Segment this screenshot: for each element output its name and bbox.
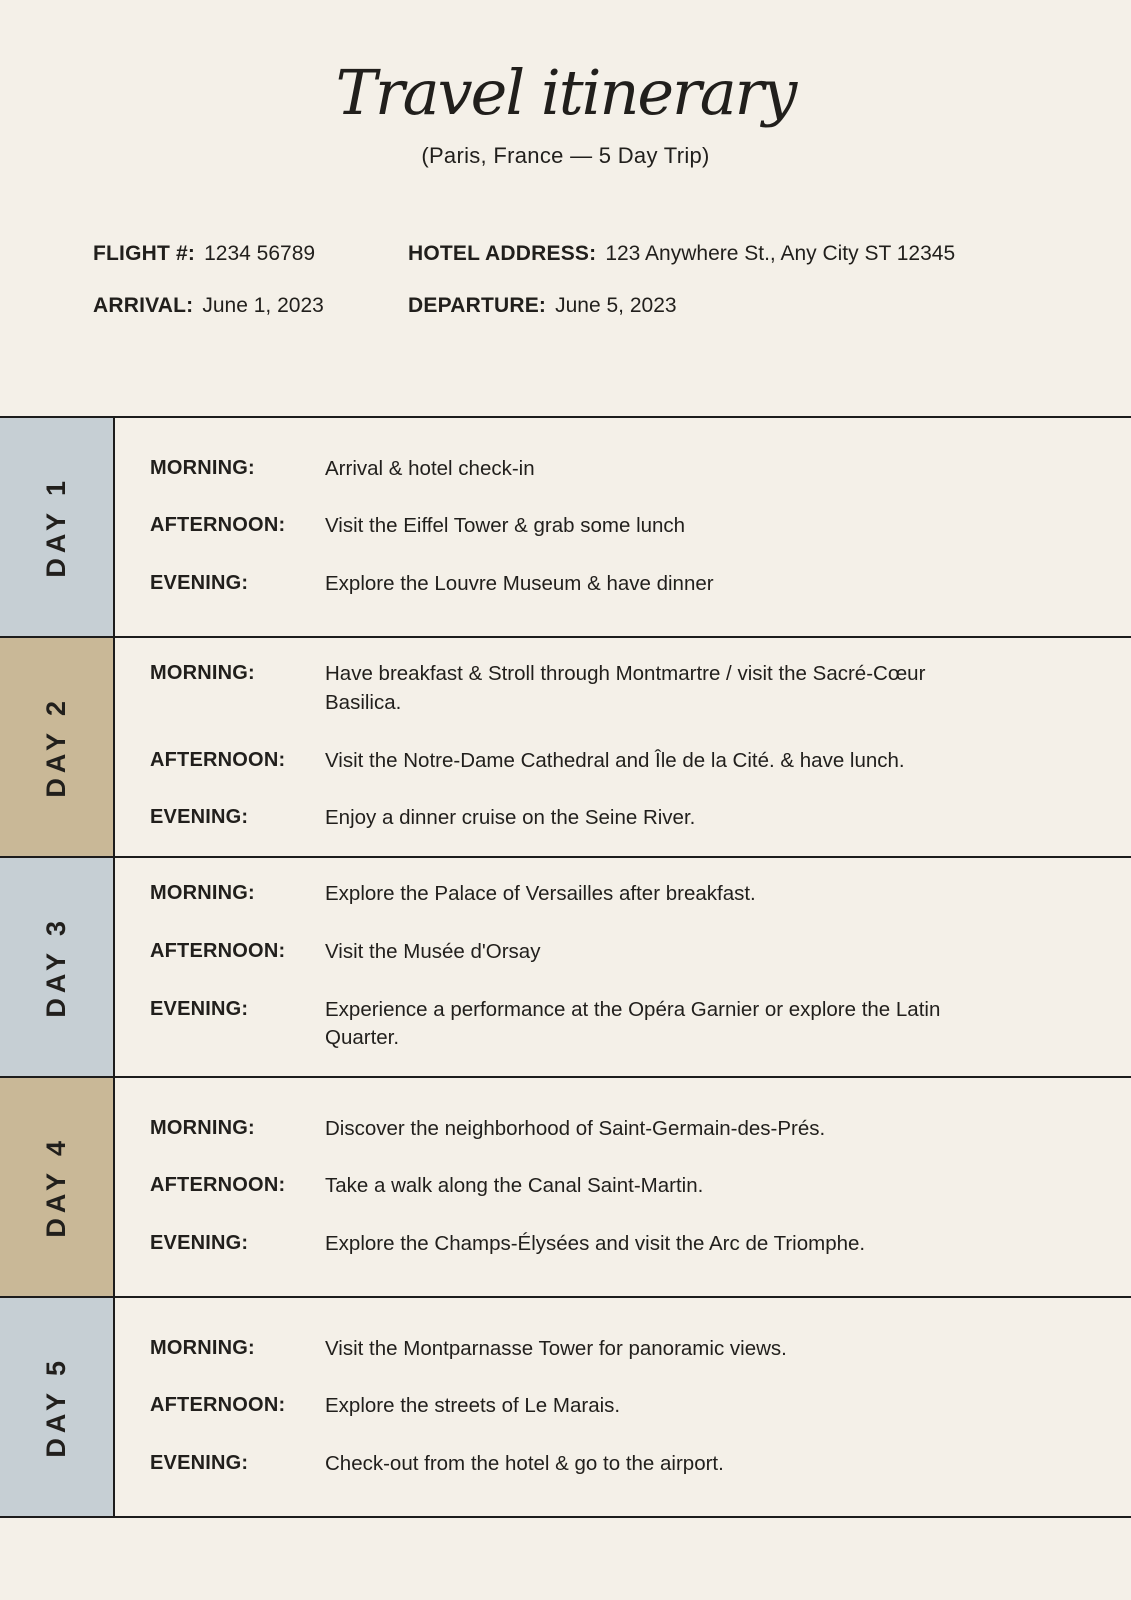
- entry-time-label: AFTERNOON:: [150, 514, 286, 537]
- itinerary-entry: [150, 747, 1086, 776]
- day-content: [115, 1078, 1131, 1296]
- day-sidebar: [0, 638, 115, 856]
- day-sidebar: [0, 1078, 115, 1296]
- itinerary-entry: [150, 938, 1086, 967]
- departure-label: DEPARTURE:: [408, 294, 547, 318]
- day-content: [115, 418, 1131, 636]
- entry-activity: Experience a performance at the Opéra Garnier or explore the Latin Quarter.: [325, 997, 941, 1050]
- entry-activity: Discover the neighborhood of Saint-Germain-des-Prés.: [325, 1116, 826, 1140]
- entry-activity: Take a walk along the Canal Saint-Martin.: [325, 1174, 704, 1198]
- day-label: DAY 1: [41, 475, 71, 578]
- entry-activity: Explore the streets of Le Marais.: [325, 1394, 621, 1418]
- entry-time-label: EVENING:: [150, 997, 249, 1020]
- day-sidebar: [0, 418, 115, 636]
- itinerary-entry: [150, 996, 1086, 1053]
- day-label: DAY 3: [41, 915, 71, 1018]
- departure-field: [408, 293, 1091, 319]
- flight-number-label: FLIGHT #:: [93, 242, 196, 266]
- entry-time-label: MORNING:: [150, 1336, 255, 1359]
- entry-activity: Arrival & hotel check-in: [325, 456, 535, 480]
- page-subtitle: (Paris, France — 5 Day Trip): [421, 143, 710, 169]
- day-row: [0, 638, 1131, 858]
- day-content: [115, 858, 1131, 1076]
- entry-time-label: AFTERNOON:: [150, 1174, 286, 1197]
- itinerary-entry: [150, 455, 1086, 484]
- day-row: [0, 858, 1131, 1078]
- itinerary-table: [0, 416, 1131, 1518]
- entry-activity: Enjoy a dinner cruise on the Seine River.: [325, 806, 696, 830]
- itinerary-entry: [150, 1172, 1086, 1201]
- day-content: [115, 1298, 1131, 1516]
- trip-info-section: [93, 241, 1091, 320]
- arrival-label: ARRIVAL:: [93, 294, 194, 318]
- entry-time-label: MORNING:: [150, 882, 255, 905]
- arrival-value: June 1, 2023: [202, 294, 324, 318]
- hotel-address-label: HOTEL ADDRESS:: [408, 242, 597, 266]
- entry-time-label: AFTERNOON:: [150, 1394, 286, 1417]
- day-row: [0, 418, 1131, 638]
- departure-value: June 5, 2023: [555, 294, 677, 318]
- entry-time-label: MORNING:: [150, 662, 255, 685]
- day-row: [0, 1298, 1131, 1518]
- document-header: [0, 0, 1131, 169]
- hotel-address-field: [408, 241, 1091, 267]
- entry-time-label: EVENING:: [150, 806, 249, 829]
- itinerary-entry: [150, 1450, 1086, 1479]
- entry-time-label: AFTERNOON:: [150, 939, 286, 962]
- itinerary-entry: [150, 570, 1086, 599]
- itinerary-entry: [150, 1335, 1086, 1364]
- entry-time-label: EVENING:: [150, 1451, 249, 1474]
- itinerary-entry: [150, 1115, 1086, 1144]
- day-label: DAY 5: [41, 1355, 71, 1458]
- itinerary-entry: [150, 804, 1086, 833]
- entry-time-label: AFTERNOON:: [150, 748, 286, 771]
- entry-activity: Visit the Eiffel Tower & grab some lunch: [325, 514, 686, 538]
- flight-number-value: 1234 56789: [204, 242, 316, 266]
- itinerary-entry: [150, 660, 1086, 717]
- entry-time-label: MORNING:: [150, 1116, 255, 1139]
- itinerary-entry: [150, 512, 1086, 541]
- entry-time-label: EVENING:: [150, 1231, 249, 1254]
- day-row: [0, 1078, 1131, 1298]
- day-content: [115, 638, 1131, 856]
- entry-activity: Visit the Notre-Dame Cathedral and Île de la Cité. & have lunch.: [325, 748, 905, 772]
- entry-time-label: EVENING:: [150, 571, 249, 594]
- entry-activity: Visit the Musée d'Orsay: [325, 939, 541, 963]
- entry-activity: Have breakfast & Stroll through Montmartre / visit the Sacré-Cœur Basilica.: [325, 662, 926, 714]
- day-label: DAY 2: [41, 695, 71, 798]
- itinerary-entry: [150, 1230, 1086, 1259]
- entry-activity: Explore the Louvre Museum & have dinner: [325, 571, 714, 595]
- itinerary-entry: [150, 880, 1086, 909]
- itinerary-entry: [150, 1392, 1086, 1421]
- arrival-field: [93, 293, 408, 319]
- entry-activity: Check-out from the hotel & go to the airport.: [325, 1451, 724, 1475]
- flight-number-field: [93, 241, 408, 267]
- entry-activity: Explore the Palace of Versailles after breakfast.: [325, 882, 756, 906]
- day-sidebar: [0, 1298, 115, 1516]
- entry-activity: Explore the Champs-Élysées and visit the Arc de Triomphe.: [325, 1231, 866, 1255]
- day-sidebar: [0, 858, 115, 1076]
- entry-activity: Visit the Montparnasse Tower for panoramic views.: [325, 1336, 787, 1360]
- day-label: DAY 4: [41, 1135, 71, 1238]
- page-title: Travel itinerary: [335, 56, 796, 129]
- entry-time-label: MORNING:: [150, 456, 255, 479]
- hotel-address-value: 123 Anywhere St., Any City ST 12345: [605, 242, 956, 266]
